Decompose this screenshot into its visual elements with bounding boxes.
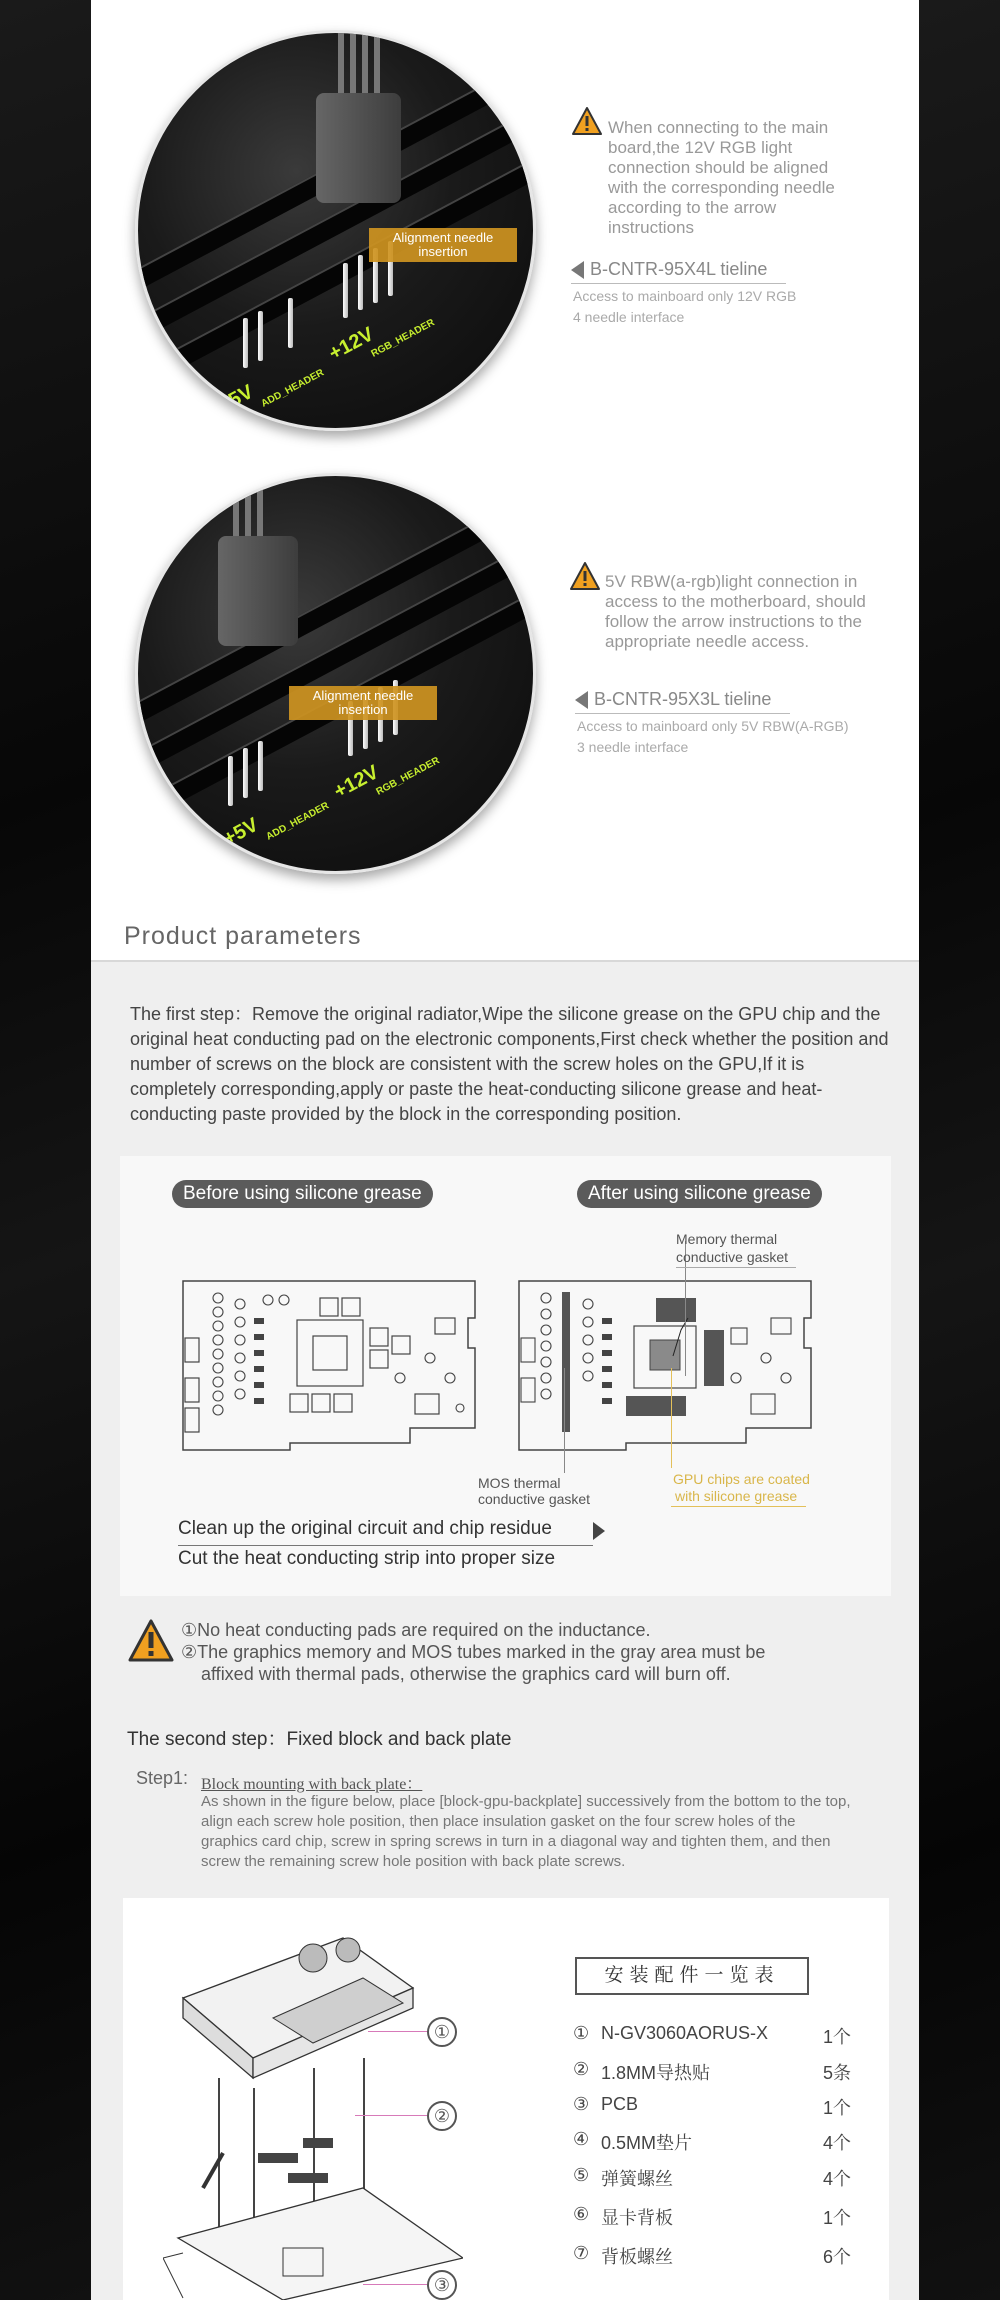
caution-line2: ②The graphics memory and MOS tubes marked in the gray area must be xyxy=(181,1642,766,1662)
accessory-list-title: 安装配件一览表 xyxy=(575,1957,809,1995)
callout-3: ③ xyxy=(427,2270,457,2300)
pcb-label-5v: +5V xyxy=(214,380,257,418)
section-title-product-parameters: Product parameters xyxy=(124,922,362,950)
callout-line-2 xyxy=(355,2115,427,2116)
tieline-12v-rule xyxy=(571,283,786,284)
accessory-item: ② 1.8MM导热贴 5条 xyxy=(573,2059,851,2083)
pcb-label-5v-b: +5V xyxy=(219,813,262,851)
grease-panel xyxy=(120,1156,891,1596)
pcb-label-5v-sub-b: ADD_HEADER xyxy=(264,800,331,843)
sub-note-12v-line1: Access to mainboard only 12V RGB xyxy=(573,288,797,304)
after-grease-label: After using silicone grease xyxy=(577,1180,822,1208)
warning-icon xyxy=(571,106,603,136)
step1-body: As shown in the figure below, place [block-gpu-backplate] successively from the bottom to the top, align each screw hole position, then place insulation gasket on the four screw holes of the graphics card chip, screw in spring screws in turn in a diagonal way and tighten them, and then screw the remaining screw hole position with back plate screws. xyxy=(201,1793,851,1870)
note-12v: When connecting to the main board,the 12V RGB light connection should be aligned with the corresponding needle according to the arrow instructions xyxy=(608,118,835,237)
accessory-item: ④ 0.5MM垫片 4个 xyxy=(573,2129,851,2153)
gpu-label-line1: GPU chips are coated xyxy=(673,1471,810,1487)
right-arrow-icon xyxy=(593,1522,605,1540)
product-page xyxy=(91,0,919,2300)
sub-note-5v-line2: 3 needle interface xyxy=(577,739,689,755)
warning-icon xyxy=(127,1618,175,1664)
alignment-label-1: Alignment needle insertion xyxy=(369,228,517,262)
section-divider xyxy=(91,960,919,962)
gpu-leader-line xyxy=(671,1368,672,1468)
clean-instruction: Clean up the original circuit and chip residue xyxy=(178,1518,552,1539)
gpu-board-before-diagram xyxy=(180,1278,480,1456)
background-left xyxy=(0,0,91,2300)
mos-label-line2: conductive gasket xyxy=(478,1491,591,1507)
accessory-item: ⑦ 背板螺丝 6个 xyxy=(573,2243,851,2267)
caution-line1: ①No heat conducting pads are required on the inductance. xyxy=(181,1620,651,1640)
callout-1: ① xyxy=(427,2017,457,2047)
tieline-5v-label: B-CNTR-95X3L tieline xyxy=(594,689,772,709)
pcb-label-5v-sub: ADD_HEADER xyxy=(259,367,326,410)
gpu-label-underline xyxy=(671,1506,806,1507)
step1-label: Step1: xyxy=(136,1768,189,1788)
pcb-label-12v-sub-b: RGB_HEADER xyxy=(374,755,442,798)
sub-note-5v-line1: Access to mainboard only 5V RBW(A-RGB) xyxy=(577,718,849,734)
callout-line-1 xyxy=(368,2031,428,2032)
exploded-assembly-diagram xyxy=(163,1928,463,2300)
background-right xyxy=(919,0,1000,2300)
accessory-item: ⑤ 弹簧螺丝 4个 xyxy=(573,2165,851,2189)
tieline-12v-label: B-CNTR-95X4L tieline xyxy=(590,259,768,279)
tieline-12v xyxy=(571,259,767,280)
sub-note-12v-line2: 4 needle interface xyxy=(573,309,685,325)
note-5v: 5V RBW(a-rgb)light connection in access to the motherboard, should follow the arrow instructions to the appropriate needle access. xyxy=(605,572,866,651)
mos-leader-line xyxy=(564,1368,565,1473)
instruction-divider xyxy=(178,1545,593,1546)
pcb-label-12v: +12V xyxy=(325,323,378,365)
step1-title: Block mounting with back plate： xyxy=(201,1776,423,1793)
mos-label-line1: MOS thermal xyxy=(478,1475,561,1491)
accessory-item: ③ PCB 1个 xyxy=(573,2094,851,2118)
warning-icon xyxy=(569,561,601,591)
gpu-board-after-diagram xyxy=(516,1278,816,1456)
pcb-label-12v-sub: RGB_HEADER xyxy=(369,317,437,360)
left-arrow-icon xyxy=(571,261,584,279)
memory-label-underline xyxy=(676,1267,796,1268)
accessory-item: ① N-GV3060AORUS-X 1个 xyxy=(573,2023,851,2047)
memory-label-line1: Memory thermal xyxy=(676,1231,778,1247)
gpu-label-line2: with silicone grease xyxy=(675,1488,798,1504)
tieline-5v-rule xyxy=(575,713,790,714)
caution-line3: affixed with thermal pads, otherwise the graphics card will burn off. xyxy=(201,1664,731,1684)
first-step-text: The first step：Remove the original radiator,Wipe the silicone grease on the GPU chip and the original heat conducting pad on the electronic components,First check whether the position and number of screws on the block are consistent with the screw holes on the GPU,If it is completely corresponding,apply or paste the heat-conducting silicone grease and heat-conducting paste provided by the block in the corresponding position. xyxy=(130,1004,889,1124)
left-arrow-icon xyxy=(575,691,588,709)
argb-5v-photo xyxy=(135,473,536,874)
pcb-label-12v-b: +12V xyxy=(330,761,383,803)
tieline-5v xyxy=(575,689,771,710)
second-step-title: The second step：Fixed block and back plate xyxy=(127,1729,512,1750)
alignment-label-2: Alignment needle insertion xyxy=(289,686,437,720)
callout-2: ② xyxy=(427,2101,457,2131)
accessory-item: ⑥ 显卡背板 1个 xyxy=(573,2204,851,2228)
before-grease-label: Before using silicone grease xyxy=(172,1180,433,1208)
callout-line-3 xyxy=(363,2284,427,2285)
cut-instruction: Cut the heat conducting strip into proper size xyxy=(178,1548,556,1569)
install-panel xyxy=(123,1898,889,2300)
memory-label-line2: conductive gasket xyxy=(676,1249,789,1265)
